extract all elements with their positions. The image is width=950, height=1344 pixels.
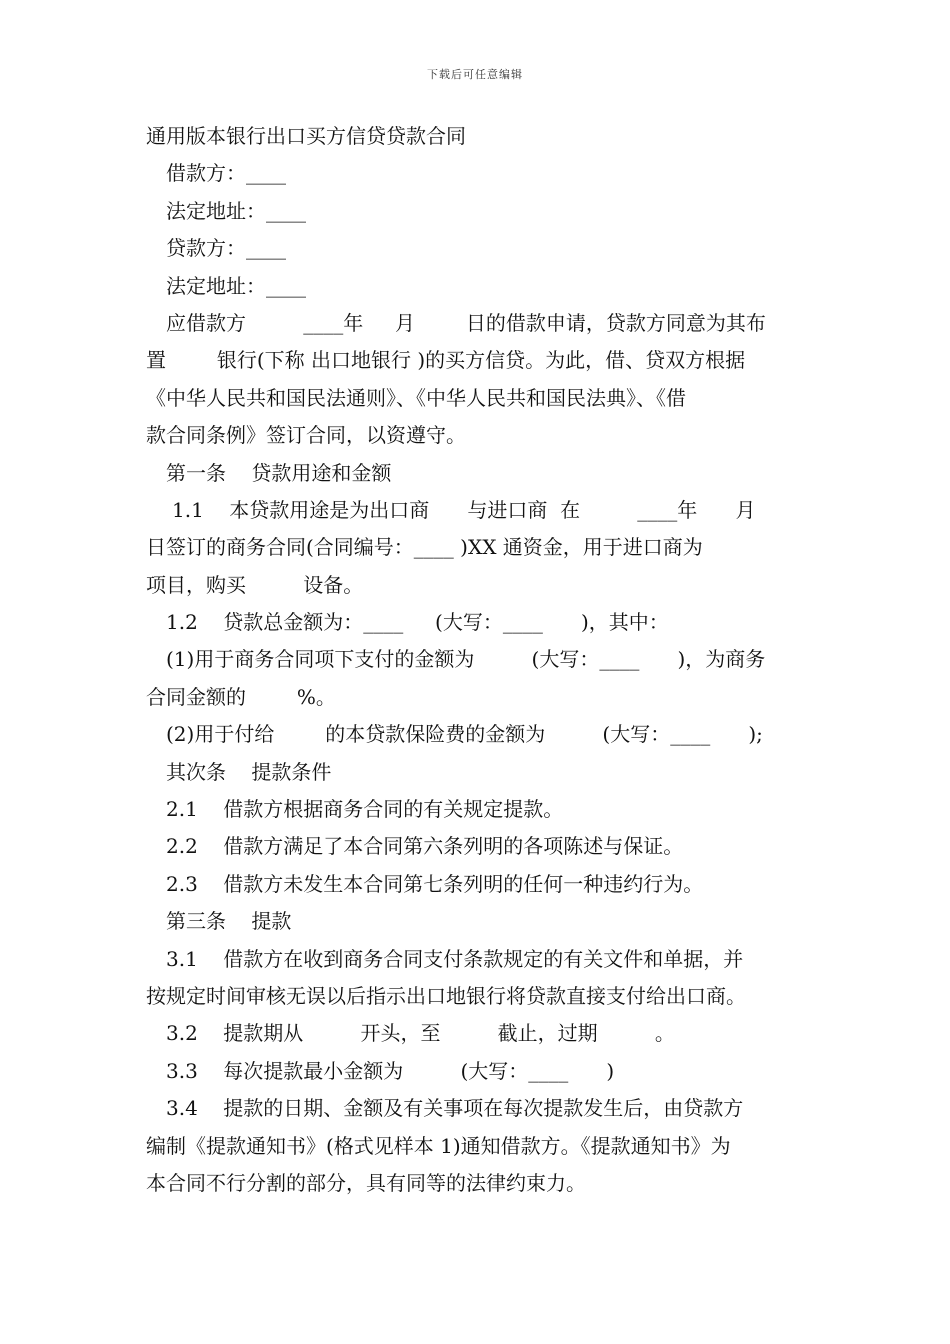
clause-2-1-line: 2.1 借款方根据商务合同的有关规定提款。 (166, 797, 564, 822)
clause-1-1-line-3: 项目，购买 设备。 (146, 572, 364, 597)
clause-3-4-line-1: 3.4 提款的日期、金额及有关事项在每次提款发生后，由贷款方 (166, 1096, 744, 1121)
document-title: 通用版本银行出口买方信贷贷款合同 (146, 124, 466, 148)
clause-1-1-line-1: 1.1 本贷款用途是为出口商 与进口商 在 ____年 月 (172, 497, 756, 522)
clause-3-4-line-2: 编制《提款通知书》(格式见样本 1)通知借款方。《提款通知书》为 (146, 1133, 731, 1158)
clause-3-2-line: 3.2 提款期从 开头，至 截止，过期 。 (166, 1021, 675, 1046)
borrower-address-line: 法定地址：____ (166, 198, 306, 223)
borrower-line: 借款方：____ (166, 161, 286, 186)
contract-body (146, 118, 806, 1202)
preamble-line-2: 置 银行(下称 出口地银行 )的买方信贷。为此，借、贷双方根据 (146, 348, 746, 373)
article-2-heading: 其次条 提款条件 (166, 759, 332, 784)
clause-3-3-line: 3.3 每次提款最小金额为 (大写：____ ) (166, 1058, 615, 1083)
clause-1-2-item-1-line-1: (1)用于商务合同项下支付的金额为 (大写：____ )，为商务 (166, 647, 766, 672)
preamble-line-3: 《中华人民共和国民法通则》、《中华人民共和国民法典》、《借 (146, 385, 686, 410)
clause-2-3-line: 2.3 借款方未发生本合同第七条列明的任何一种违约行为。 (166, 871, 704, 896)
article-1-heading: 第一条 贷款用途和金额 (166, 460, 392, 485)
clause-1-1-line-2: 日签订的商务合同(合同编号：____ )XX 通资金，用于进口商为 (146, 535, 703, 560)
preamble-line-4: 款合同条例》签订合同，以资遵守。 (146, 423, 466, 448)
clause-3-4-line-3: 本合同不行分割的部分，具有同等的法律约束力。 (146, 1170, 586, 1195)
lender-line: 贷款方：____ (166, 236, 286, 261)
lender-address-line: 法定地址：____ (166, 273, 306, 298)
clause-1-2-item-1-line-2: 合同金额的 %。 (146, 684, 336, 709)
clause-2-2-line: 2.2 借款方满足了本合同第六条列明的各项陈述与保证。 (166, 834, 684, 859)
clause-1-2-line: 1.2 贷款总金额为：____ (大写：____ )，其中： (166, 610, 669, 635)
preamble-line-1: 应借款方 ____年 月 日的借款申请，贷款方同意为其布 (166, 310, 766, 335)
page-header-note: 下载后可任意编辑 (427, 68, 523, 81)
article-3-heading: 第三条 提款 (166, 909, 292, 934)
clause-3-1-line-2: 按规定时间审核无误以后指示出口地银行将贷款直接支付给出口商。 (146, 983, 746, 1008)
clause-1-2-item-2-line: (2)用于付给 的本贷款保险费的金额为 (大写：____ ); (166, 722, 763, 747)
clause-3-1-line-1: 3.1 借款方在收到商务合同支付条款规定的有关文件和单据，并 (166, 946, 744, 971)
